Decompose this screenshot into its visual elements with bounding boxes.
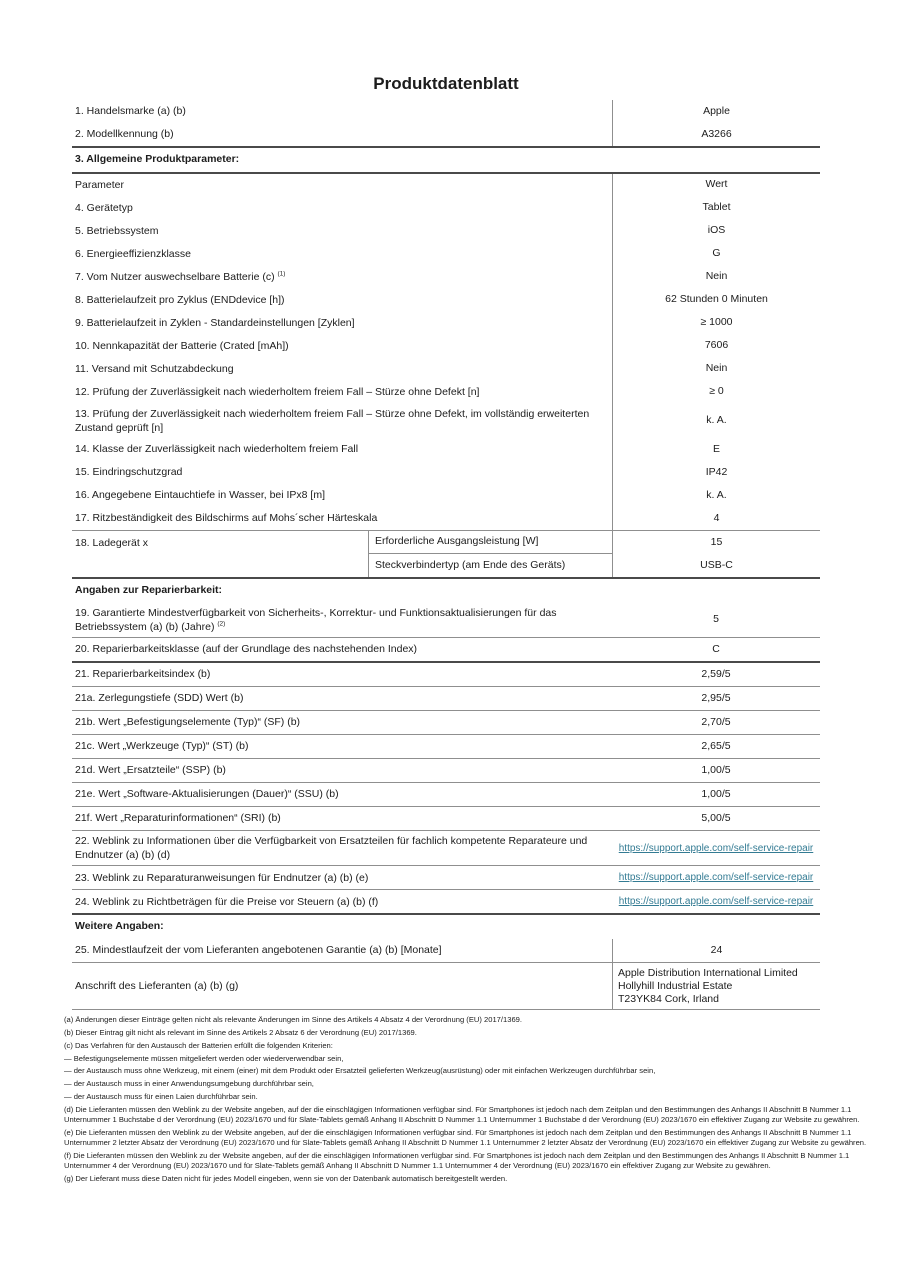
- table-row: [72, 461, 820, 484]
- row-label: 15. Eindringschutzgrad: [75, 466, 183, 479]
- row-value: ≥ 0: [612, 381, 820, 404]
- table-row-weblink: [72, 866, 820, 889]
- row-label: 14. Klasse der Zuverlässigkeit nach wiederholtem freiem Fall: [75, 443, 359, 456]
- row-value: 4: [612, 507, 820, 530]
- datasheet-table: [72, 100, 820, 1010]
- weblink-repair-instructions[interactable]: https://support.apple.com/self-service-repair: [618, 872, 814, 884]
- table-row: [72, 220, 820, 243]
- table-row-supplier-address: [72, 963, 820, 1009]
- row-value: 2,70/5: [701, 715, 731, 728]
- footnote: (f) Die Lieferanten müssen den Weblink zu der Website angeben, auf der die einschlägigen Informationen verfügbar sind. Für Smartphones ist jedoch nach dem Zeitplan und den Bestimmungen des Anhangs II Abschnitt B Nummer 1.1 Unternummer 4 der Verordnung (EU) 2023/1670 und für Slate-Tablets gemäß Anhang II Abschnitt D Nummer 1.1 Unternummer 4 der Verordnung (EU) 2023/1670 ein effektiver Zugang zur Website zu gewähren.: [64, 1150, 850, 1170]
- row-label: 25. Mindestlaufzeit der vom Lieferanten angebotenen Garantie (a) (b) [Monate]: [75, 944, 442, 957]
- table-row: [72, 484, 820, 507]
- footnote: (c) Das Verfahren für den Austausch der Batterien erfüllt die folgenden Kriterien:: [64, 1040, 333, 1050]
- row-label: 5. Betriebssystem: [75, 225, 159, 238]
- table-row: [72, 783, 820, 806]
- table-row: [72, 243, 820, 266]
- row-label: 24. Weblink zu Richtbeträgen für die Preise vor Steuern (a) (b) (f): [75, 895, 379, 908]
- table-row-model: [72, 123, 820, 146]
- supplier-address-line: Apple Distribution International Limited: [618, 966, 798, 979]
- row-value: [612, 890, 820, 913]
- footnote: (b) Dieser Eintrag gilt nicht als relevant im Sinne des Artikels 2 Absatz 6 der Verordnung (EU) 2017/1369.: [64, 1028, 417, 1038]
- table-row: [72, 266, 820, 289]
- supplier-address: [612, 963, 820, 1009]
- table-row: [72, 197, 820, 220]
- footnote-criterion: — der Austausch muss in einer Anwendungsumgebung durchführbar sein,: [64, 1079, 314, 1089]
- column-header-parameter: Parameter: [75, 179, 125, 192]
- sub-row-label: Erforderliche Ausgangsleistung [W]: [368, 531, 612, 554]
- row-label: 21b. Wert „Befestigungselemente (Typ)“ (SF) (b): [75, 716, 301, 729]
- charger-sub-table: [368, 531, 820, 577]
- row-label: 4. Gerätetyp: [75, 202, 133, 215]
- table-row-warranty: [72, 939, 820, 962]
- row-value: 1,00/5: [701, 787, 731, 800]
- row-label: 21c. Wert „Werkzeuge (Typ)“ (ST) (b): [75, 740, 249, 753]
- sub-row-value: USB-C: [612, 554, 820, 577]
- row-value: Nein: [612, 266, 820, 289]
- section-header-further-info: Weitere Angaben:: [75, 920, 164, 933]
- footnotes-section: [64, 1015, 890, 1184]
- sub-row-label: Steckverbindertyp (am Ende des Geräts): [368, 554, 612, 577]
- footnote-criterion: — Befestigungselemente müssen mitgeliefert werden oder wiederverwendbar sein,: [64, 1053, 344, 1063]
- row-value: G: [612, 243, 820, 266]
- table-row: [72, 381, 820, 404]
- row-label: 17. Ritzbeständigkeit des Bildschirms auf Mohs´scher Härteskala: [75, 512, 378, 525]
- table-row: [72, 638, 820, 661]
- supplier-address-line: Hollyhill Industrial Estate: [618, 979, 733, 992]
- table-row-brand: [72, 100, 820, 123]
- table-row: [72, 438, 820, 461]
- row-value: 1,00/5: [701, 763, 731, 776]
- row-value: Apple: [612, 100, 820, 123]
- row-label: 6. Energieeffizienzklasse: [75, 248, 191, 261]
- charger-sub-row: [368, 531, 820, 554]
- row-label: 9. Batterielaufzeit in Zyklen - Standardeinstellungen [Zyklen]: [75, 317, 355, 330]
- row-value: C: [712, 642, 720, 655]
- table-row: [72, 603, 820, 637]
- row-label: 8. Batterielaufzeit pro Zyklus (ENDdevice [h]): [75, 294, 285, 307]
- row-label: 22. Weblink zu Informationen über die Verfügbarkeit von Ersatzteilen für fachlich kompetente Reparateure und Endnutzer (a) (b) (d): [75, 834, 588, 862]
- row-value: 7606: [612, 335, 820, 358]
- row-label: 21d. Wert „Ersatzteile“ (SSP) (b): [75, 764, 226, 777]
- row-label: 2. Modellkennung (b): [75, 128, 174, 141]
- table-row-charger: [72, 531, 820, 577]
- table-row-weblink: [72, 831, 820, 865]
- section-header-repairability: Angaben zur Reparierbarkeit:: [75, 583, 223, 596]
- row-label: 21. Reparierbarkeitsindex (b): [75, 668, 211, 681]
- table-row: [72, 687, 820, 710]
- column-header-value: Wert: [612, 174, 820, 197]
- table-row: [72, 759, 820, 782]
- row-value: [612, 831, 820, 865]
- page-title: Produktdatenblatt: [373, 74, 519, 93]
- row-label: 18. Ladegerät x: [75, 536, 148, 549]
- table-row: [72, 312, 820, 335]
- row-value: Tablet: [612, 197, 820, 220]
- row-label: 19. Garantierte Mindestverfügbarkeit von Sicherheits-, Korrektur- und Funktionsaktualisierungen für das Betriebssystem (a) (b) (Jahre) $^{(2)}$: [75, 606, 557, 633]
- row-label: 21f. Wert „Reparaturinformationen“ (SRI) (b): [75, 812, 281, 825]
- row-value: k. A.: [612, 404, 820, 438]
- row-label: 16. Angegebene Eintauchtiefe in Wasser, bei IPx8 [m]: [75, 489, 326, 502]
- footnote-marker: (2): [217, 620, 226, 628]
- weblink-price-guide[interactable]: https://support.apple.com/self-service-repair: [618, 896, 814, 908]
- table-bottom-border: [72, 1009, 820, 1010]
- row-value: 2,59/5: [701, 667, 731, 680]
- footnote: (d) Die Lieferanten müssen den Weblink zu der Website angeben, auf der die einschlägigen Informationen verfügbar sind. Für Smartphones ist jedoch nach dem Zeitplan und den Bestimmungen des Anhangs II Abschnitt B Nummer 1.1 Unternummer 1 Buchstabe d der Verordnung (EU) 2023/1670 und für Slate-Tablets gemäß Anhang II Abschnitt D Nummer 1.1 Unternummer 1 Buchstabe d der Verordnung (EU) 2023/1670 ein effektiver Zugang zur Website zu gewähren.: [64, 1104, 860, 1124]
- row-value: A3266: [612, 123, 820, 146]
- row-label: Anschrift des Lieferanten (a) (b) (g): [75, 980, 239, 993]
- row-label: 10. Nennkapazität der Batterie (Crated [mAh]): [75, 340, 289, 353]
- row-label: 1. Handelsmarke (a) (b): [75, 105, 186, 118]
- charger-sub-row: [368, 554, 820, 577]
- section-header-general: 3. Allgemeine Produktparameter:: [75, 153, 240, 165]
- row-value: k. A.: [612, 484, 820, 507]
- row-label: 7. Vom Nutzer auswechselbare Batterie (c) $^{(1)}$: [75, 270, 286, 284]
- row-label: 13. Prüfung der Zuverlässigkeit nach wiederholtem freiem Fall – Stürze ohne Defekt, im vollständig erweiterten Zustand geprüft [n]: [75, 407, 590, 434]
- row-label: 20. Reparierbarkeitsklasse (auf der Grundlage des nachstehenden Index): [75, 643, 418, 656]
- table-row: [72, 507, 820, 530]
- footnote: (a) Änderungen dieser Einträge gelten nicht als relevante Änderungen im Sinne des Artikels 4 Absatz 4 der Verordnung (EU) 2017/1369.: [64, 1015, 523, 1025]
- table-row: [72, 711, 820, 734]
- row-value: iOS: [612, 220, 820, 243]
- row-value: Nein: [612, 358, 820, 381]
- supplier-address-line: T23YK84 Cork, Irland: [618, 992, 719, 1005]
- footnote-marker: (1): [277, 270, 286, 278]
- row-value: 24: [612, 939, 820, 962]
- row-label: 11. Versand mit Schutzabdeckung: [75, 363, 234, 376]
- footnote-criterion: — der Austausch muss für einen Laien durchführbar sein.: [64, 1091, 258, 1101]
- footnote: (g) Der Lieferant muss diese Daten nicht für jedes Modell eingeben, wenn sie von der Datenbank automatisch bereitgestellt werden.: [64, 1173, 508, 1183]
- row-value: 2,95/5: [701, 691, 731, 704]
- table-row: [72, 289, 820, 312]
- row-value: 5,00/5: [701, 811, 731, 824]
- footnote: (e) Die Lieferanten müssen den Weblink zu der Website angeben, auf der die einschlägigen Informationen verfügbar sind. Für Smartphones ist jedoch nach dem Zeitplan und den Bestimmungen des Anhangs II Abschnitt B Nummer 1.1 Unternummer 2 letzter Absatz der Verordnung (EU) 2023/1670 und für Slate-Tablets gemäß Anhang II Abschnitt D Nummer 1.1 Unternummer 2 letzter Absatz der Verordnung (EU) 2023/1670 ein effektiver Zugang zur Website zu gewähren.: [64, 1127, 867, 1147]
- row-value: 62 Stunden 0 Minuten: [612, 289, 820, 312]
- row-value: IP42: [612, 461, 820, 484]
- table-row: [72, 358, 820, 381]
- row-value: [612, 866, 820, 889]
- row-value: ≥ 1000: [612, 312, 820, 335]
- table-row: [72, 735, 820, 758]
- row-value: 2,65/5: [701, 739, 731, 752]
- row-value: E: [612, 438, 820, 461]
- row-label: 12. Prüfung der Zuverlässigkeit nach wiederholtem freiem Fall – Stürze ohne Defekt [n]: [75, 386, 480, 399]
- table-row: [72, 404, 820, 438]
- table-row: [72, 807, 820, 830]
- row-label: 23. Weblink zu Reparaturanweisungen für Endnutzer (a) (b) (e): [75, 871, 369, 884]
- sub-row-value: 15: [612, 531, 820, 554]
- table-row: [72, 663, 820, 686]
- table-row-weblink: [72, 890, 820, 913]
- weblink-spare-parts[interactable]: https://support.apple.com/self-service-repair: [618, 842, 814, 854]
- row-value: 5: [713, 612, 719, 625]
- table-row: [72, 335, 820, 358]
- row-label: 21e. Wert „Software-Aktualisierungen (Dauer)“ (SSU) (b): [75, 788, 339, 801]
- row-label: 21a. Zerlegungstiefe (SDD) Wert (b): [75, 692, 244, 705]
- table-row-header: [72, 174, 820, 197]
- footnote-criterion: — der Austausch muss ohne Werkzeug, mit einem (einer) mit dem Produkt oder Ersatzteil gelieferten Werkzeug(ausrüstung) oder mit einfachen Werkzeugen durchführbar sein,: [64, 1066, 656, 1076]
